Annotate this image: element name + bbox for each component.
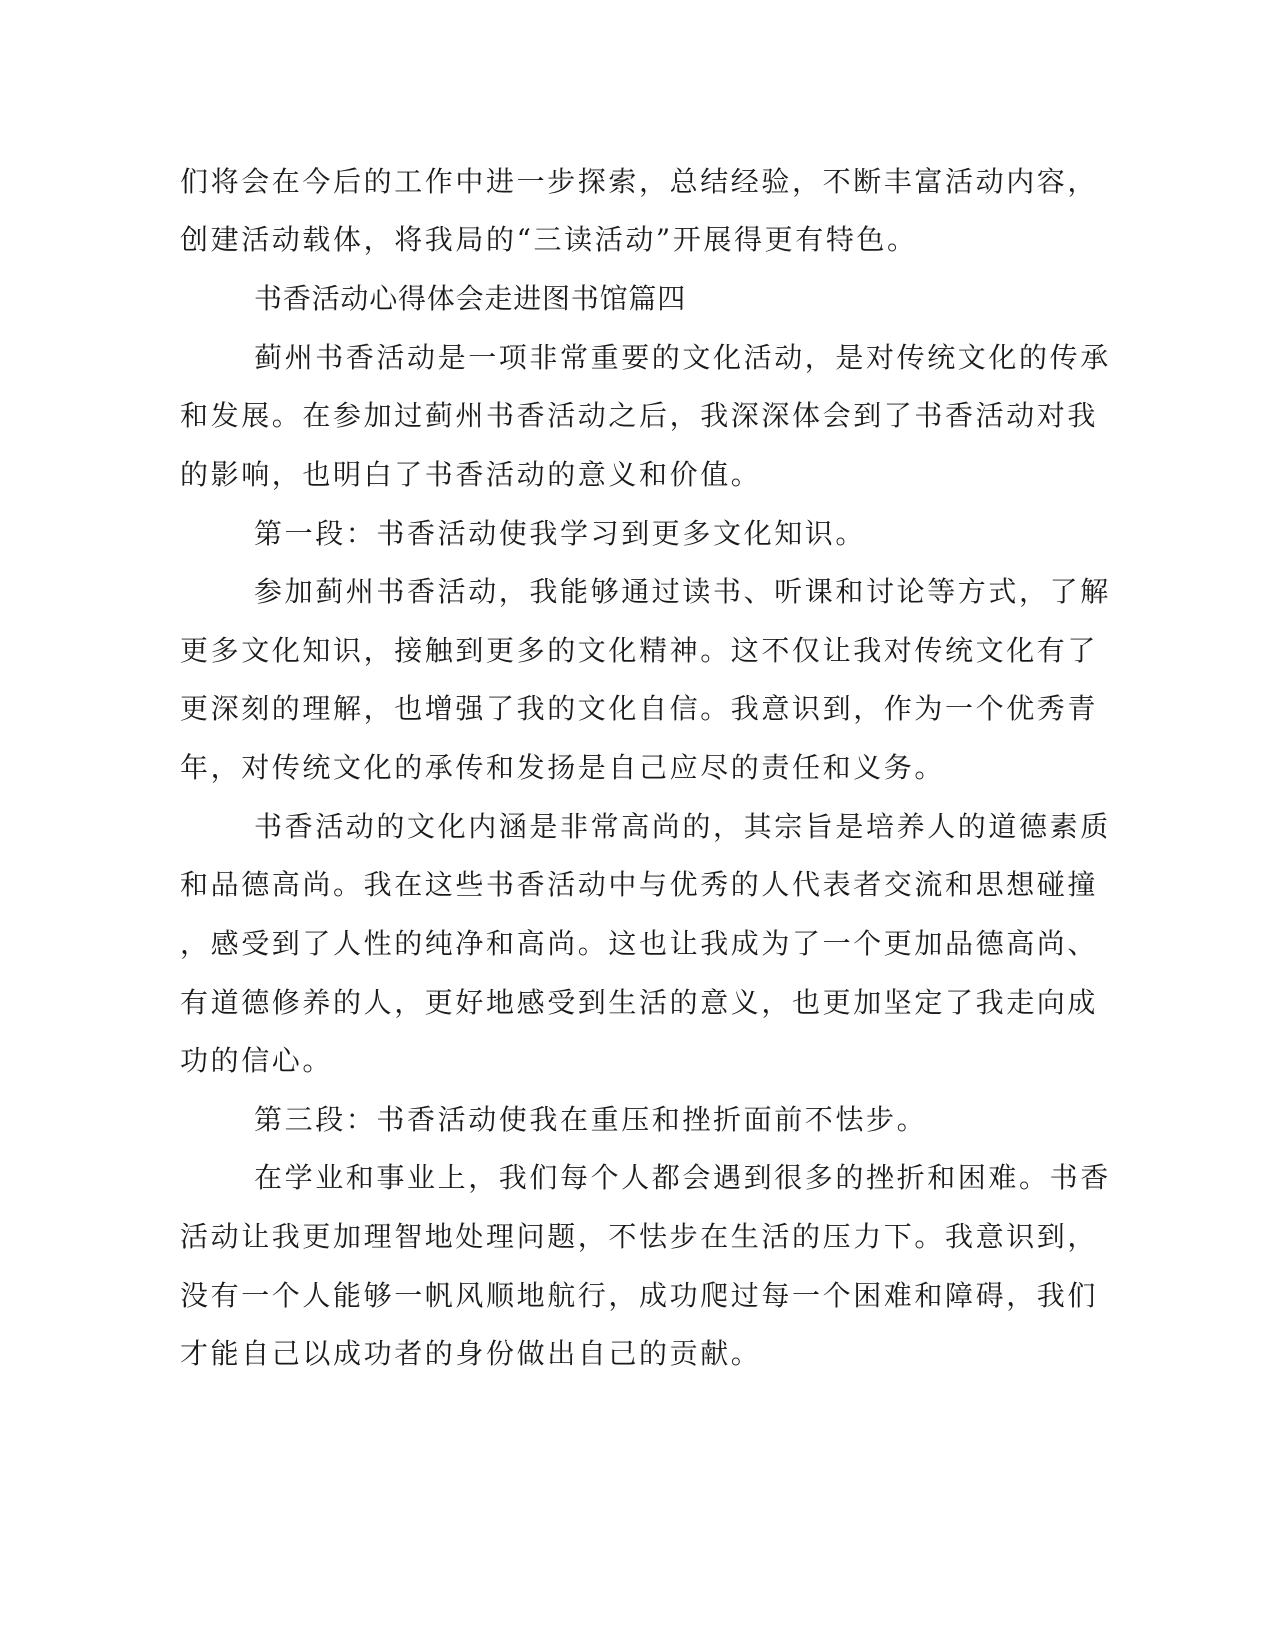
text-line: 的影响，也明白了书香活动的意义和价值。 [180,458,762,491]
section-title: 书香活动心得体会走进图书馆篇四 [254,282,687,315]
text-line: 更多文化知识，接触到更多的文化精神。这不仅让我对传统文化有了 [180,634,1099,667]
section-heading: 第三段：书香活动使我在重压和挫折面前不怯步。 [254,1103,928,1136]
text-line: 和品德高尚。我在这些书香活动中与优秀的人代表者交流和思想碰撞 [180,868,1099,901]
text-line: 没有一个人能够一帆风顺地航行，成功爬过每一个困难和障碍，我们 [180,1279,1099,1312]
text-line: 活动让我更加理智地处理问题，不怯步在生活的压力下。我意识到， [180,1220,1099,1253]
text-line: 创建活动载体，将我局的“三读活动”开展得更有特色。 [180,223,918,256]
text-line: 更深刻的理解，也增强了我的文化自信。我意识到，作为一个优秀青 [180,692,1099,725]
text-line: 们将会在今后的工作中进一步探索，总结经验，不断丰富活动内容， [180,165,1099,198]
text-line: 才能自己以成功者的身份做出自己的贡献。 [180,1337,762,1370]
text-line: 功的信心。 [180,1044,334,1077]
paragraph-first-line: 在学业和事业上，我们每个人都会遇到很多的挫折和困难。书香 [254,1161,1111,1194]
paragraph-first-line: 书香活动的文化内涵是非常高尚的，其宗旨是培养人的道德素质 [254,810,1111,843]
text-line: 和发展。在参加过蓟州书香活动之后，我深深体会到了书香活动对我 [180,399,1099,432]
paragraph-first-line: 蓟州书香活动是一项非常重要的文化活动，是对传统文化的传承 [254,341,1111,374]
text-line: ，感受到了人性的纯净和高尚。这也让我成为了一个更加品德高尚、 [180,927,1099,960]
text-line: 有道德修养的人，更好地感受到生活的意义，也更加坚定了我走向成 [180,986,1099,1019]
section-heading: 第一段：书香活动使我学习到更多文化知识。 [254,517,867,550]
text-line: 年，对传统文化的承传和发扬是自己应尽的责任和义务。 [180,751,946,784]
paragraph-first-line: 参加蓟州书香活动，我能够通过读书、听课和讨论等方式，了解 [254,575,1111,608]
